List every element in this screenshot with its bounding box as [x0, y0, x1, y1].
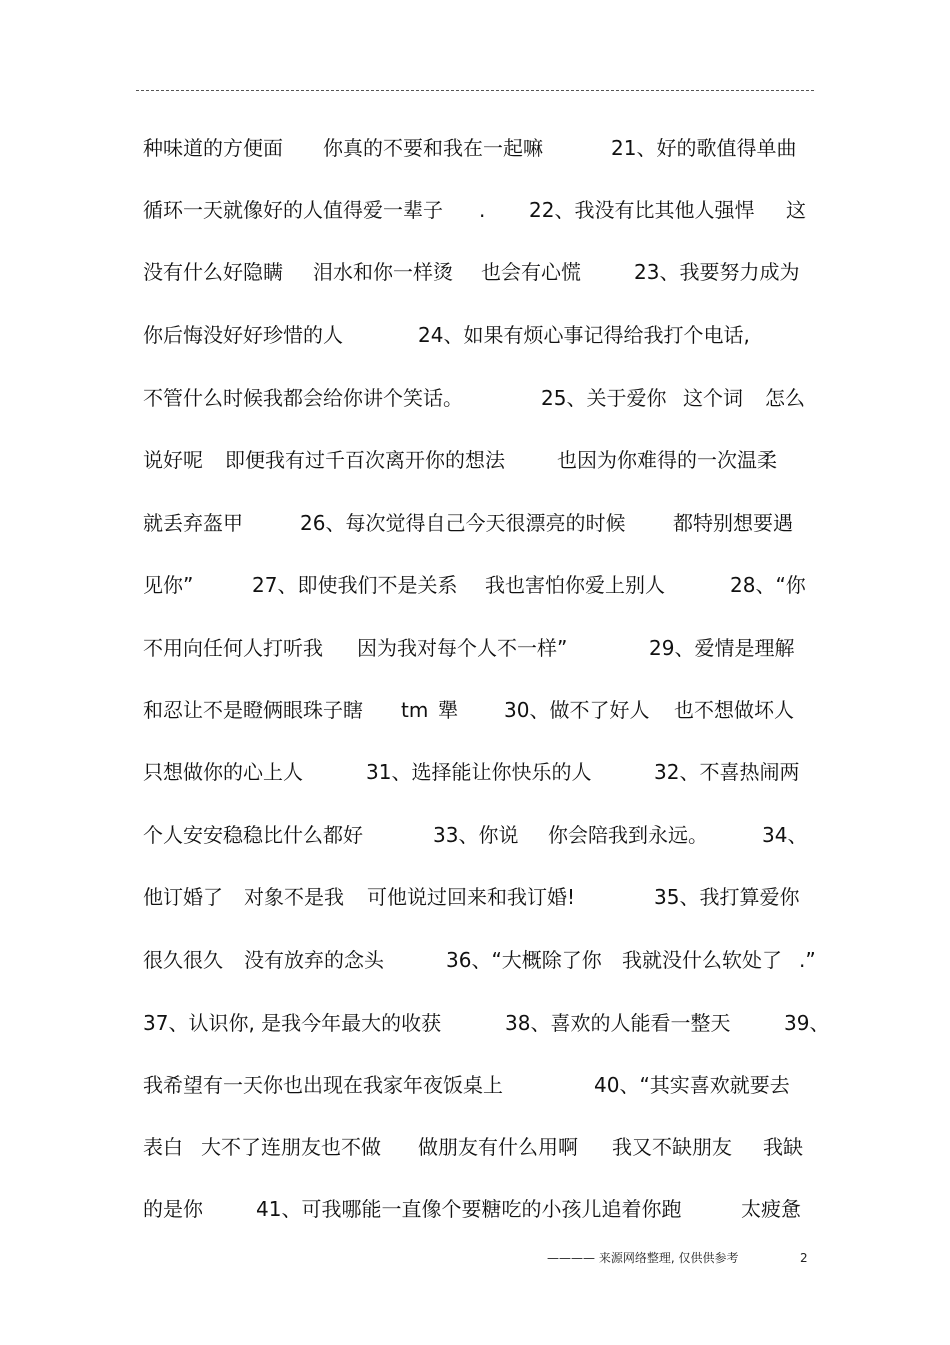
text-segment: 35、我打算爱你	[654, 885, 800, 909]
text-segment: 我希望有一天你也出现在我家年夜饭桌上	[143, 1073, 503, 1097]
text-segment: 26、每次觉得自己今天很漂亮的时候	[300, 511, 626, 535]
text-line	[0, 695, 794, 725]
text-segment: 也不想做坏人	[674, 698, 794, 722]
text-segment: 31、选择能让你快乐的人	[366, 760, 592, 784]
text-segment: 做朋友有什么用啊	[418, 1135, 578, 1159]
text-segment: 29、爱情是理解	[649, 636, 795, 660]
text-segment: 怎么	[765, 386, 805, 410]
text-segment: 41、可我哪能一直像个要糖吃的小孩儿追着你跑	[256, 1197, 682, 1221]
text-segment: 都特别想要遇	[673, 511, 793, 535]
text-line	[0, 445, 777, 475]
text-segment: 没有放弃的念头	[244, 948, 384, 972]
text-segment: 种味道的方便面	[143, 136, 283, 160]
text-segment: 你后悔没好好珍惜的人	[143, 323, 343, 347]
text-segment: 循环一天就像好的人值得爱一辈子	[143, 198, 443, 222]
text-segment: 22、我没有比其他人强悍	[529, 198, 755, 222]
text-segment: 40、“其实喜欢就要去	[594, 1073, 790, 1097]
text-segment: 32、不喜热闹两	[654, 760, 800, 784]
text-segment: 说好呢	[143, 448, 203, 472]
text-line	[0, 508, 793, 538]
text-segment: 我又不缺朋友	[612, 1135, 732, 1159]
text-line	[0, 757, 800, 787]
text-segment: 38、喜欢的人能看一整天	[505, 1011, 731, 1035]
text-line	[0, 1194, 801, 1224]
text-segment: 没有什么好隐瞒	[143, 260, 283, 284]
text-segment: 犟	[438, 698, 458, 722]
text-segment: 见你”	[143, 573, 194, 597]
text-segment: 因为我对每个人不一样”	[357, 636, 568, 660]
text-segment: 37、认识你, 是我今年最大的收获	[143, 1011, 442, 1035]
source-note: ———— 来源网络整理, 仅供供参考	[547, 1251, 739, 1265]
text-segment: 就丢弃盔甲	[143, 511, 243, 535]
text-segment: 可他说过回来和我订婚!	[367, 885, 576, 909]
text-segment: 这	[786, 198, 806, 222]
text-segment: 我就没什么软处了	[622, 948, 782, 972]
text-segment: tm	[401, 698, 429, 722]
text-segment: 表白	[143, 1135, 183, 1159]
text-line	[0, 570, 806, 600]
text-line	[0, 320, 750, 350]
text-line	[0, 133, 797, 163]
text-segment: 即便我有过千百次离开你的想法	[225, 448, 505, 472]
text-segment: 和忍让不是瞪俩眼珠子瞎	[143, 698, 363, 722]
text-segment: 25、关于爱你	[541, 386, 667, 410]
text-segment: 39、	[784, 1011, 830, 1035]
text-segment: 他订婚了	[143, 885, 223, 909]
text-segment: 个人安安稳稳比什么都好	[143, 823, 363, 847]
text-segment: 太疲惫	[741, 1197, 801, 1221]
text-segment: 33、你说	[433, 823, 519, 847]
text-segment: 我也害怕你爱上别人	[485, 573, 665, 597]
page-number: 2	[800, 1251, 808, 1265]
text-segment: .	[479, 198, 486, 222]
text-segment: 21、好的歌值得单曲	[611, 136, 797, 160]
text-segment: 34、	[762, 823, 808, 847]
text-segment: .”	[799, 948, 816, 972]
text-segment: 28、“你	[730, 573, 806, 597]
text-segment: 不用向任何人打听我	[143, 636, 323, 660]
text-segment: 30、做不了好人	[504, 698, 650, 722]
text-line	[0, 1008, 830, 1038]
text-segment: 24、如果有烦心事记得给我打个电话,	[418, 323, 750, 347]
text-line	[0, 633, 795, 663]
text-segment: 也会有心慌	[481, 260, 581, 284]
text-line	[0, 820, 808, 850]
text-segment: 大不了连朋友也不做	[201, 1135, 381, 1159]
text-segment: 不管什么时候我都会给你讲个笑话。	[143, 386, 463, 410]
text-segment: 只想做你的心上人	[143, 760, 303, 784]
text-segment: 36、“大概除了你	[446, 948, 602, 972]
text-line	[0, 945, 816, 975]
text-segment: 很久很久	[143, 948, 223, 972]
text-segment: 27、即使我们不是关系	[252, 573, 458, 597]
text-segment: 泪水和你一样烫	[313, 260, 453, 284]
text-segment: 对象不是我	[244, 885, 344, 909]
text-line	[0, 1132, 803, 1162]
text-line	[0, 257, 800, 287]
text-line	[0, 383, 805, 413]
text-line	[0, 1070, 790, 1100]
text-segment: 我缺	[763, 1135, 803, 1159]
text-segment: 也因为你难得的一次温柔	[557, 448, 777, 472]
text-segment: 这个词	[683, 386, 743, 410]
text-segment: 你会陪我到永远。	[548, 823, 708, 847]
page-footer	[0, 1248, 950, 1268]
text-segment: 23、我要努力成为	[634, 260, 800, 284]
text-line	[0, 882, 800, 912]
text-segment: 你真的不要和我在一起嘛	[323, 136, 543, 160]
text-line	[0, 195, 806, 225]
text-segment: 的是你	[143, 1197, 203, 1221]
